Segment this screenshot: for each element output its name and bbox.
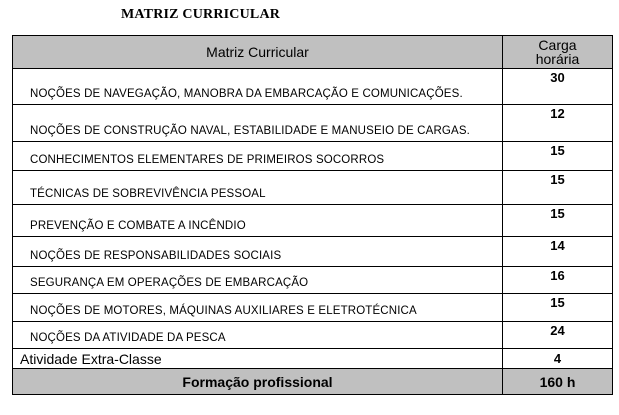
row-subject: NOÇÕES DA ATIVIDADE DA PESCA — [13, 322, 503, 349]
row-hours: 15 — [503, 294, 613, 322]
total-row — [13, 369, 613, 395]
row-subject: SEGURANÇA EM OPERAÇÕES DE EMBARCAÇÃO — [13, 267, 503, 294]
table-row — [13, 267, 613, 294]
table-row — [13, 349, 613, 369]
row-hours: 12 — [503, 105, 613, 142]
table-row — [13, 237, 613, 267]
row-hours: 15 — [503, 205, 613, 237]
row-subject: Atividade Extra-Classe — [13, 349, 503, 369]
document-title: MATRIZ CURRICULAR — [121, 7, 281, 22]
row-hours: 14 — [503, 237, 613, 267]
row-subject: NOÇÕES DE MOTORES, MÁQUINAS AUXILIARES E ELETROTÉCNICA — [13, 294, 503, 322]
row-subject: NOÇÕES DE NAVEGAÇÃO, MANOBRA DA EMBARCAÇÃO E COMUNICAÇÕES. — [13, 69, 503, 105]
table-row — [13, 105, 613, 142]
header-hours-line2: horária — [535, 51, 580, 67]
header-hours-line1: Carga — [538, 37, 577, 53]
row-subject: PREVENÇÃO E COMBATE A INCÊNDIO — [13, 205, 503, 237]
row-hours: 4 — [503, 349, 613, 369]
table-row — [13, 205, 613, 237]
row-hours: 24 — [503, 322, 613, 349]
row-hours: 30 — [503, 69, 613, 105]
header-hours — [503, 36, 613, 69]
curriculum-table — [12, 35, 613, 395]
row-hours: 15 — [503, 171, 613, 205]
row-subject: NOÇÕES DE RESPONSABILIDADES SOCIAIS — [13, 237, 503, 267]
table-row — [13, 142, 613, 171]
table-row — [13, 322, 613, 349]
row-subject: NOÇÕES DE CONSTRUÇÃO NAVAL, ESTABILIDADE E MANUSEIO DE CARGAS. — [13, 105, 503, 142]
row-hours: 15 — [503, 142, 613, 171]
row-subject: TÉCNICAS DE SOBREVIVÊNCIA PESSOAL — [13, 171, 503, 205]
total-label: Formação profissional — [13, 369, 503, 395]
table-header-row — [13, 36, 613, 69]
row-hours: 16 — [503, 267, 613, 294]
table-row — [13, 69, 613, 105]
table-row — [13, 294, 613, 322]
header-subject: Matriz Curricular — [13, 36, 503, 69]
row-subject: CONHECIMENTOS ELEMENTARES DE PRIMEIROS SOCORROS — [13, 142, 503, 171]
table-row — [13, 171, 613, 205]
total-hours: 160 h — [503, 369, 613, 395]
